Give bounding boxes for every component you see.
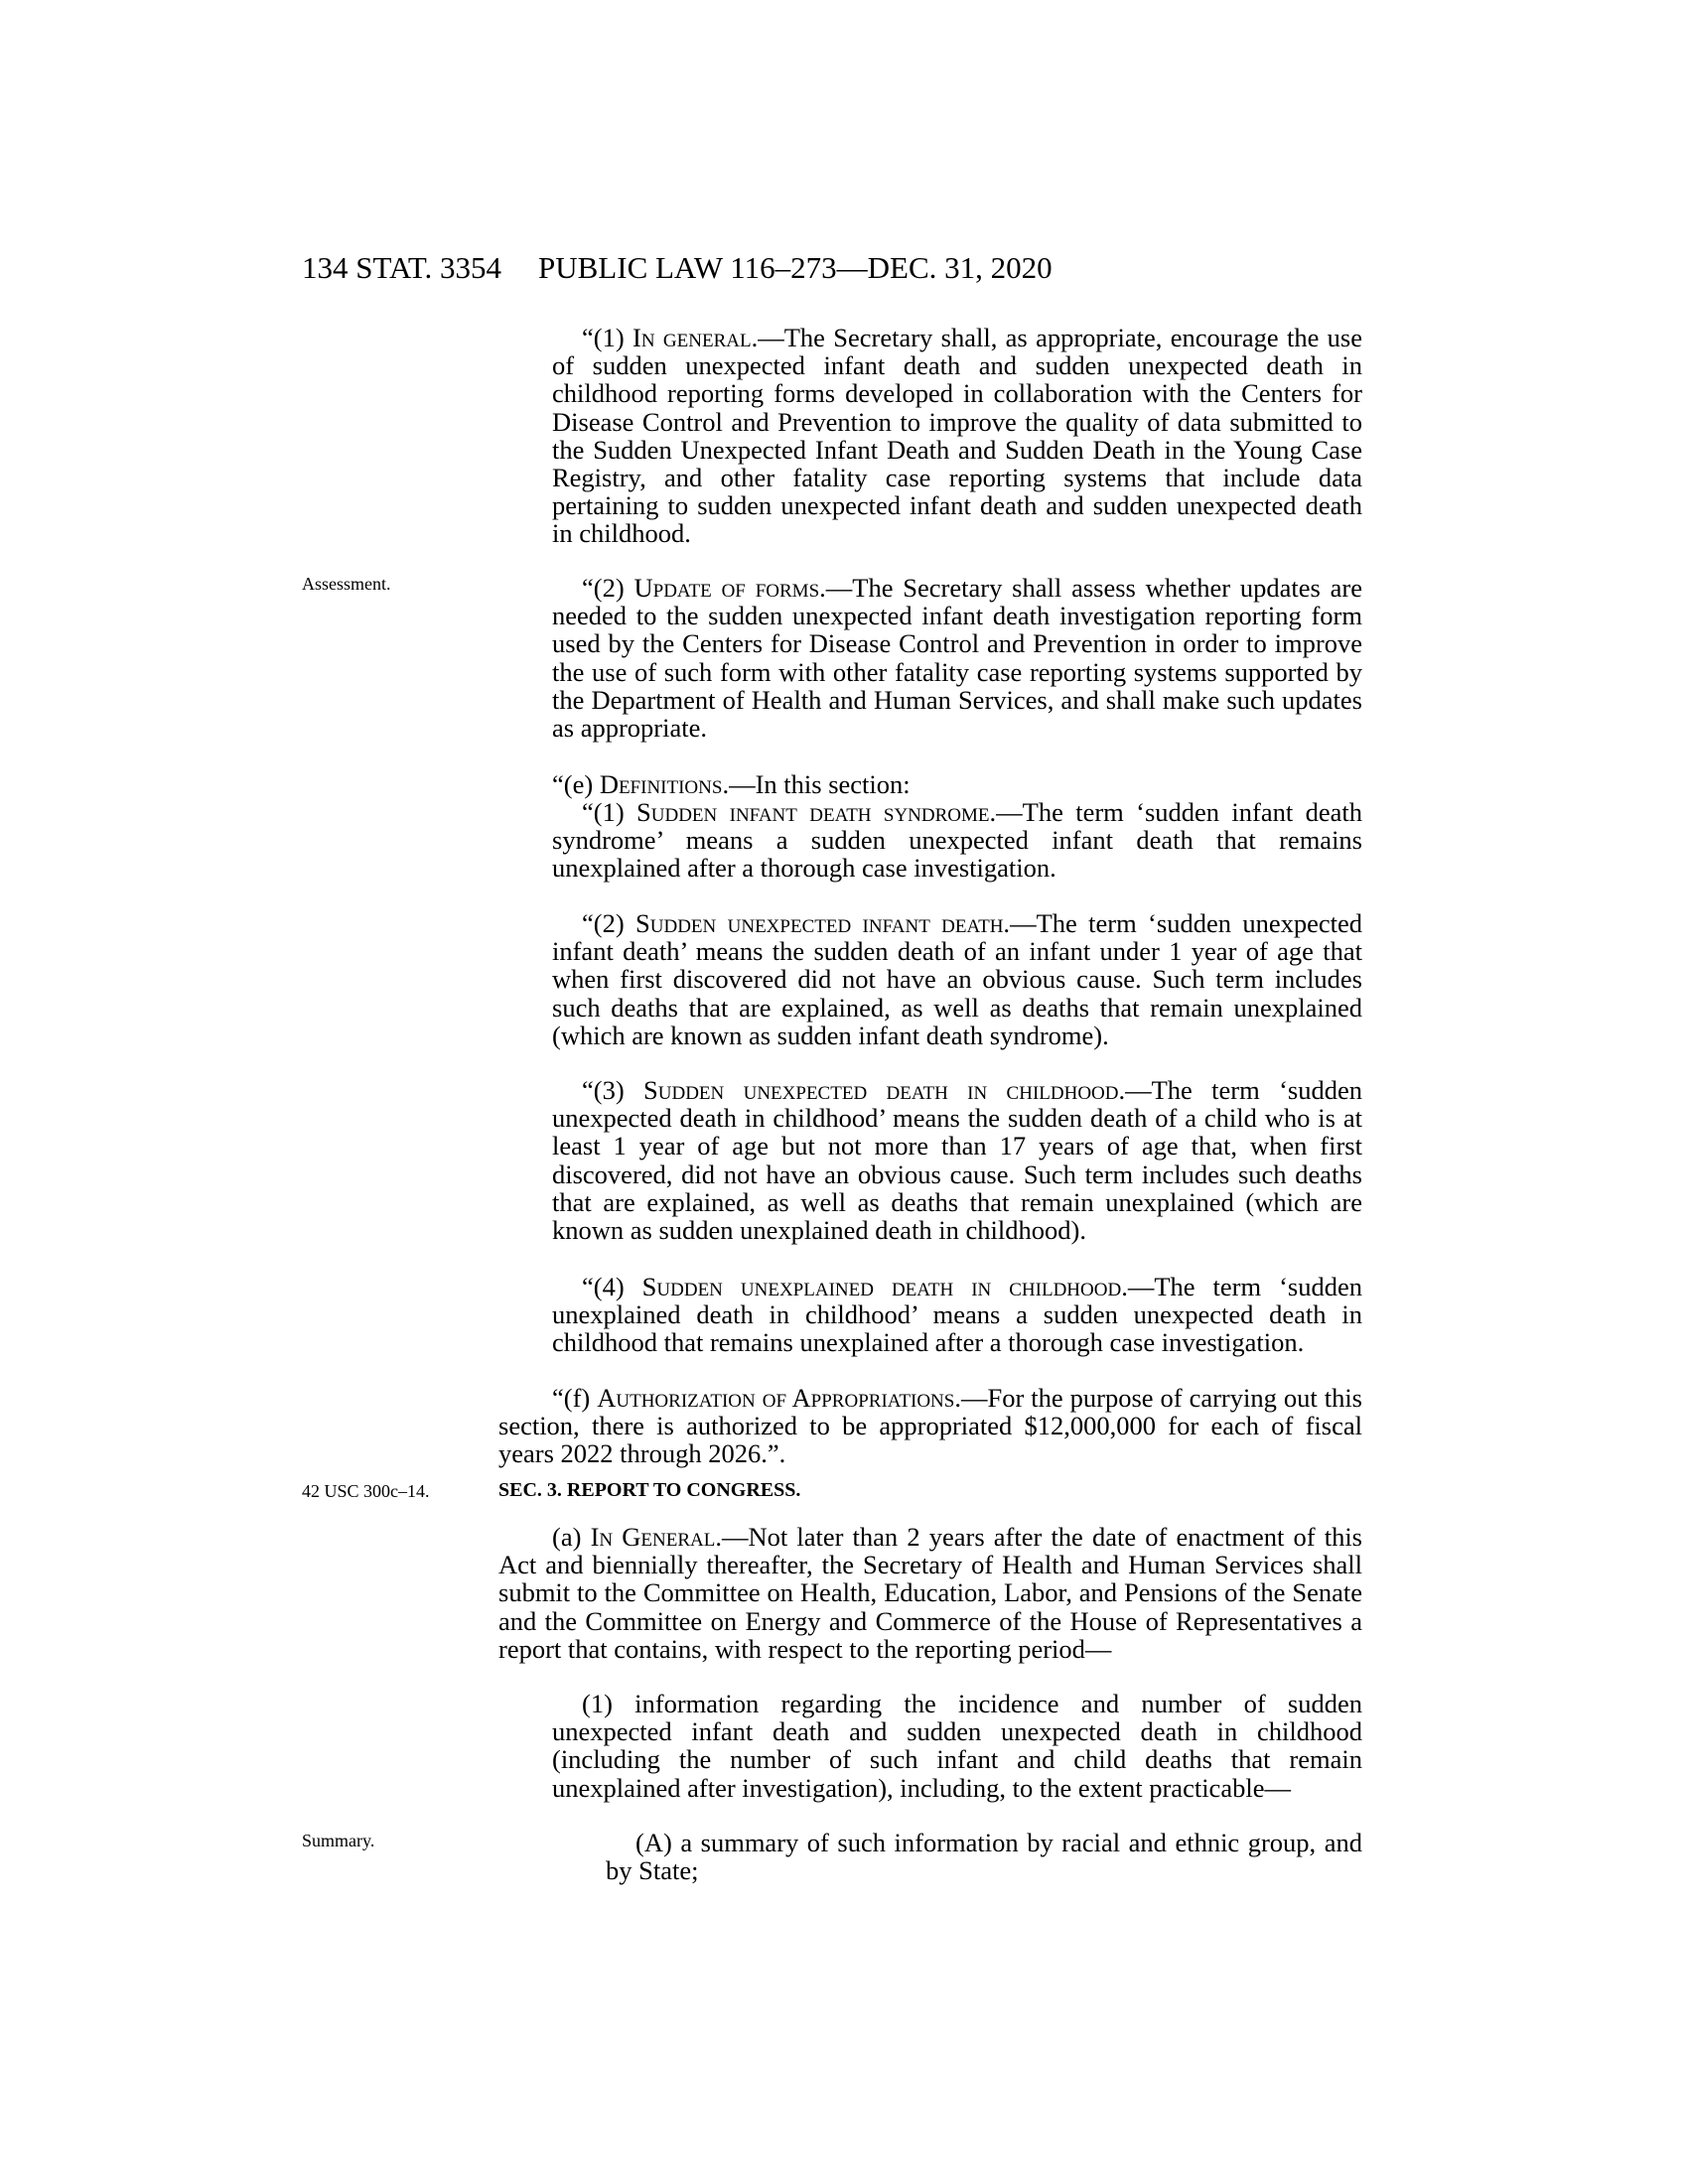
paragraph-text: —For the purpose of carrying out this section, there is authorized to be appropriated $12,000,000 for each of fiscal years 2022 through 2026.”. (498, 1383, 1362, 1469)
paragraph-lead: “(e) (552, 769, 600, 799)
paragraph-text: —The term ‘sudden unexpected death in childhood’ means the sudden death of a child who is at least 1 year of age but not more than 17 years of age that, when first discovered, did not have an obvious cause. Such term includes such deaths that are explained, as well as deaths that remain unexplained (which are known as sudden unexplained death in childhood). (552, 1075, 1362, 1246)
paragraph-heading: Sudden unexpected death in childhood. (643, 1075, 1126, 1105)
paragraph-text: —Not later than 2 years after the date of enactment of this Act and biennially thereafter, the Secretary of Health and Human Services shall submit to the Committee on Health, Education, Labor, and Pensions of the Senate and the Committee on Energy and Commerce of the House of Representatives a report that contains, with respect to the reporting period— (498, 1522, 1362, 1664)
paragraph-text: —The Secretary shall, as appropriate, encourage the use of sudden unexpected infant death and sudden unexpected death in childhood reporting forms developed in collaboration with the Centers for Disease Control and Prevention to improve the quality of data submitted to the Sudden Unexpected Infant Death and Sudden Death in the Young Case Registry, and other fatality case reporting systems that include data pertaining to sudden unexpected infant death and sudden unexpected death in childhood. (552, 323, 1362, 549)
paragraph-heading: Update of forms. (633, 573, 826, 603)
paragraph-text: —The term ‘sudden infant death syndrome’ means a sudden unexpected infant death that remains unexplained after a thorough case investigation. (552, 797, 1362, 884)
paragraph-text: —The Secretary shall assess whether updates are needed to the sudden unexpected infant death investigation reporting form used by the Centers for Disease Control and Prevention in order to improve the use of such form with other fatality case reporting systems supported by the Department of Health and Human Services, and shall make such updates as appropriate. (552, 573, 1362, 744)
paragraph-aA (606, 1829, 1362, 1884)
margin-note-summary: Summary. (302, 1831, 375, 1850)
paragraph-heading: Authorization of Appropriations. (597, 1383, 961, 1413)
paragraph-lead: “(2) (582, 908, 636, 938)
paragraph-heading: Sudden infant death syndrome. (636, 797, 997, 827)
paragraph-d1 (552, 324, 1362, 548)
paragraph-a1 (552, 1690, 1362, 1802)
paragraph-lead: “(f) (552, 1383, 598, 1413)
paragraph-heading: In general. (633, 323, 759, 352)
paragraph-lead: “(1) (582, 797, 637, 827)
paragraph-text: (A) a summary of such information by racial and ethnic group, and by State; (606, 1828, 1362, 1886)
paragraph-lead: “(4) (582, 1272, 642, 1301)
paragraph-a (498, 1523, 1362, 1663)
paragraph-f (498, 1384, 1362, 1468)
paragraph-lead: “(1) (582, 323, 633, 352)
paragraph-heading: Definitions. (599, 769, 730, 799)
paragraph-lead: “(3) (582, 1075, 644, 1105)
paragraph-text: —The term ‘sudden unexpected infant death’ means the sudden death of an infant under 1 year of age that when first discovered did not have an obvious cause. Such term includes such deaths that are explained, as well as deaths that remain unexplained (which are known as sudden infant death syndrome). (552, 908, 1362, 1050)
running-header: PUBLIC LAW 116–273—DEC. 31, 2020 (538, 250, 1053, 285)
statute-page-number: 134 STAT. 3354 (302, 250, 502, 285)
paragraph-e4 (552, 1273, 1362, 1357)
paragraph-text: —In this section: (729, 769, 911, 799)
margin-note-usc: 42 USC 300c–14. (302, 1481, 430, 1501)
paragraph-lead: “(2) (582, 573, 634, 603)
paragraph-d2 (552, 574, 1362, 742)
paragraph-text: —The term ‘sudden unexplained death in childhood’ means a sudden unexpected death in childhood that remains unexplained after a thorough case investigation. (552, 1272, 1362, 1358)
margin-note-assessment: Assessment. (302, 574, 391, 594)
paragraph-e3 (552, 1076, 1362, 1244)
paragraph-heading: Sudden unexplained death in childhood. (641, 1272, 1128, 1301)
paragraph-e (552, 770, 1362, 798)
paragraph-e1 (552, 798, 1362, 883)
paragraph-text: (1) information regarding the incidence and number of sudden unexpected infant death and sudden unexpected death in childhood (including the number of such infant and child deaths that remain unexplained after investigation), including, to the extent practicable— (552, 1689, 1362, 1803)
section-heading: SEC. 3. REPORT TO CONGRESS. (498, 1479, 801, 1501)
paragraph-heading: Sudden unexpected infant death. (635, 908, 1011, 938)
paragraph-lead: (a) (552, 1522, 591, 1552)
paragraph-heading: In General. (590, 1522, 722, 1552)
paragraph-e2 (552, 909, 1362, 1049)
